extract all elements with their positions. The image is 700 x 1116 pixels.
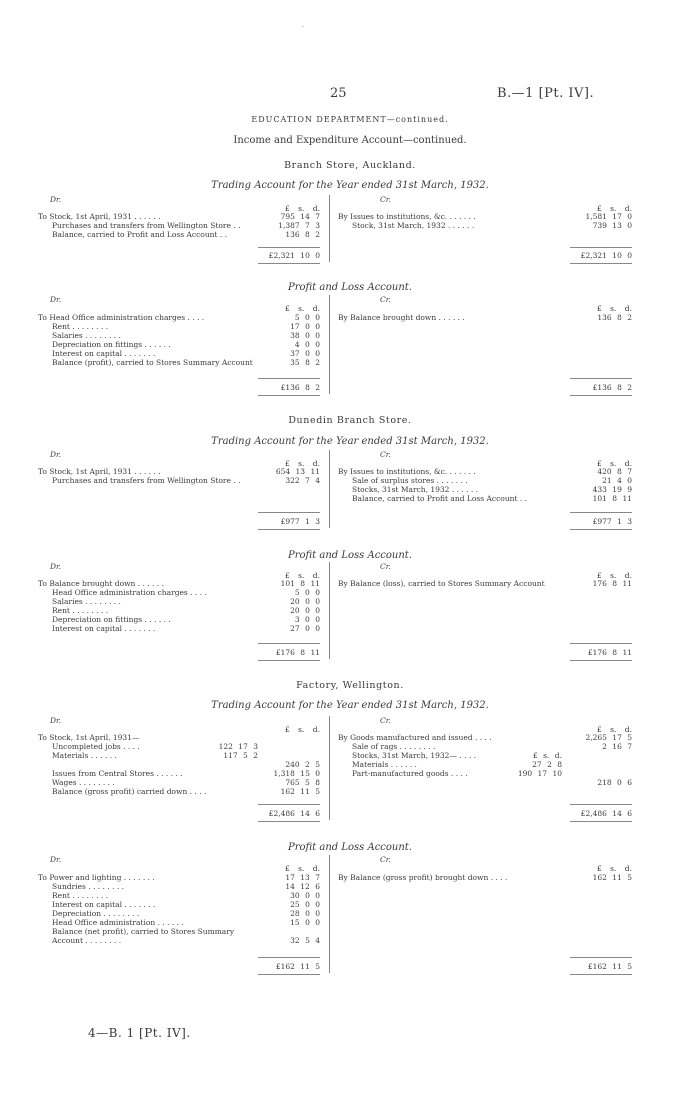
debit-entry-amount: 30 0 0	[290, 891, 320, 900]
credit-label: Cr.	[380, 195, 391, 204]
debit-label: Dr.	[50, 295, 62, 304]
debit-entry-label: Rent . . . . . . . .	[52, 607, 109, 615]
total-rule-right	[570, 804, 632, 805]
credit-label: Cr.	[380, 855, 391, 864]
total-rule-right	[570, 643, 632, 644]
debit-entry-amount: 15 0 0	[290, 918, 320, 927]
debit-entry-amount: 35 8 2	[290, 358, 320, 367]
debit-entry-label: To Stock, 1st April, 1931 . . . . . .	[38, 468, 161, 476]
credit-entry-amount: 21 4 0	[602, 476, 632, 485]
credit-label: Cr.	[380, 295, 391, 304]
debit-entry-amount: 20 0 0	[290, 597, 320, 606]
currency-units-right: £ s. d.	[597, 571, 632, 580]
debit-entry-label: Account . . . . . . . .	[52, 937, 122, 945]
section-title: Branch Store, Auckland.	[284, 160, 416, 171]
currency-units-right: £ s. d.	[597, 304, 632, 313]
account-subtitle: Trading Account for the Year ended 31st March, 1932.	[211, 700, 489, 711]
debit-entry-amount: 4 0 0	[294, 340, 320, 349]
total-rule-left	[258, 378, 320, 379]
debit-entry-label: To Balance brought down . . . . . .	[38, 580, 164, 588]
credit-label: Cr.	[380, 716, 391, 725]
credit-entry-amount: 420 8 7	[597, 467, 632, 476]
total-rule-right	[570, 378, 632, 379]
debit-entry-label: Materials . . . . . .	[52, 752, 117, 760]
debit-entry-label: Purchases and transfers from Wellington Store . .	[52, 477, 241, 485]
credit-entry-label: Stocks, 31st March, 1932 . . . . . .	[352, 486, 479, 494]
credit-entry-amount: 1,581 17 0	[585, 212, 632, 221]
section-title: Dunedin Branch Store.	[288, 415, 412, 426]
debit-entry-amount: 14 12 6	[285, 882, 320, 891]
double-rule-left	[258, 974, 320, 975]
debit-entry-amount: 3 0 0	[294, 615, 320, 624]
account-subtitle: Profit and Loss Account.	[287, 842, 412, 853]
debit-entry-amount: 5 0 0	[294, 313, 320, 322]
debit-entry-amount: 162 11 5	[280, 787, 320, 796]
debit-entry-label: Issues from Central Stores . . . . . .	[52, 770, 183, 778]
credit-entry-amount: 136 8 2	[597, 313, 632, 322]
debit-entry-amount: 37 0 0	[290, 349, 320, 358]
debit-entry-amount: 1,387 7 3	[278, 221, 320, 230]
document-reference: B.—1 [Pt. IV].	[497, 86, 595, 101]
currency-units-left: £ s. d.	[285, 864, 320, 873]
credit-label: Cr.	[380, 450, 391, 459]
debit-entry-label: To Stock, 1st April, 1931—	[38, 734, 140, 742]
total-rule-left	[258, 247, 320, 248]
total-rule-left	[258, 804, 320, 805]
double-rule-right	[570, 395, 632, 396]
debit-entry-amount: 322 7 4	[285, 476, 320, 485]
debit-entry-label: Interest on capital . . . . . . .	[52, 625, 156, 633]
debit-total: £136 8 2	[280, 383, 320, 392]
double-rule-left	[258, 821, 320, 822]
double-rule-right	[570, 660, 632, 661]
debit-entry-amount: 654 13 11	[275, 467, 320, 476]
debit-entry-label: Purchases and transfers from Wellington Store . .	[52, 222, 241, 230]
credit-entry-label: Materials . . . . . .	[352, 761, 417, 769]
debit-label: Dr.	[50, 716, 62, 725]
section-title: Factory, Wellington.	[296, 680, 404, 691]
double-rule-right	[570, 974, 632, 975]
debit-entry-amount: 101 8 11	[280, 579, 320, 588]
credit-total: £2,321 10 0	[580, 251, 632, 260]
credit-entry-amount: 176 8 11	[592, 579, 632, 588]
debit-label: Dr.	[50, 562, 62, 571]
column-divider	[329, 562, 330, 659]
debit-entry-label: Balance (gross profit) carried down . . . .	[52, 788, 207, 796]
account-subtitle: Trading Account for the Year ended 31st March, 1932.	[211, 436, 489, 447]
debit-label: Dr.	[50, 450, 62, 459]
debit-total: £2,321 10 0	[268, 251, 320, 260]
debit-entry-label: Balance (net profit), carried to Stores Summary	[52, 928, 235, 936]
debit-entry-subamount: 122 17 3	[218, 742, 258, 751]
double-rule-right	[570, 263, 632, 264]
credit-entry-label: By Issues to institutions, &c. . . . . . .	[338, 213, 476, 221]
debit-entry-label: Depreciation on fittings . . . . . .	[52, 341, 171, 349]
credit-total: £136 8 2	[592, 383, 632, 392]
credit-entry-label: Stocks, 31st March, 1932— . . . .	[352, 752, 477, 760]
total-rule-right	[570, 512, 632, 513]
debit-total: £162 11 5	[275, 962, 320, 971]
debit-entry-label: Sundries . . . . . . . .	[52, 883, 125, 891]
credit-entry-label: Part-manufactured goods . . . .	[352, 770, 468, 778]
currency-units-right: £ s. d.	[597, 864, 632, 873]
total-rule-left	[258, 643, 320, 644]
credit-total: £162 11 5	[587, 962, 632, 971]
currency-units-right: £ s. d.	[597, 725, 632, 734]
debit-entry-label: To Power and lighting . . . . . . .	[38, 874, 155, 882]
debit-entry-label: Rent . . . . . . . .	[52, 323, 109, 331]
debit-total: £176 8 11	[275, 648, 320, 657]
column-divider	[329, 450, 330, 528]
debit-entry-amount: 27 0 0	[290, 624, 320, 633]
total-rule-right	[570, 957, 632, 958]
total-rule-left	[258, 512, 320, 513]
credit-entry-amount: 162 11 5	[592, 873, 632, 882]
account-subtitle: Profit and Loss Account.	[287, 550, 412, 561]
currency-units-left: £ s. d.	[285, 725, 320, 734]
debit-total: £977 1 3	[280, 517, 320, 526]
debit-entry-label: Rent . . . . . . . .	[52, 892, 109, 900]
debit-entry-label: Head Office administration . . . . . .	[52, 919, 184, 927]
credit-entry-amount: 739 13 0	[592, 221, 632, 230]
column-divider	[329, 195, 330, 262]
double-rule-left	[258, 660, 320, 661]
debit-entry-amount: 795 14 7	[280, 212, 320, 221]
total-rule-right	[570, 247, 632, 248]
debit-entry-label: To Stock, 1st April, 1931 . . . . . .	[38, 213, 161, 221]
debit-entry-label: Salaries . . . . . . . .	[52, 332, 121, 340]
credit-entry-label: By Balance (gross profit) brought down . . . .	[338, 874, 508, 882]
column-divider	[329, 295, 330, 394]
credit-entry-label: Stock, 31st March, 1932 . . . . . .	[352, 222, 475, 230]
debit-entry-amount: 765 5 8	[285, 778, 320, 787]
account-heading: Income and Expenditure Account—continued.	[233, 135, 467, 146]
debit-entry-label: Uncompleted jobs . . . .	[52, 743, 140, 751]
debit-entry-label: Interest on capital . . . . . . .	[52, 350, 156, 358]
column-divider	[329, 855, 330, 973]
debit-entry-amount: 1,318 15 0	[273, 769, 320, 778]
account-subtitle: Profit and Loss Account.	[287, 282, 412, 293]
debit-entry-label: Salaries . . . . . . . .	[52, 598, 121, 606]
debit-entry-amount: 5 0 0	[294, 588, 320, 597]
credit-entry-amount: 101 8 11	[592, 494, 632, 503]
credit-entry-subamount: 190 17 10	[517, 769, 562, 778]
debit-entry-amount: 38 0 0	[290, 331, 320, 340]
double-rule-left	[258, 263, 320, 264]
debit-entry-label: To Head Office administration charges . . . .	[38, 314, 205, 322]
debit-entry-label: Interest on capital . . . . . . .	[52, 901, 156, 909]
credit-entry-label: Sale of surplus stores . . . . . . .	[352, 477, 468, 485]
debit-entry-amount: 240 2 5	[285, 760, 320, 769]
debit-label: Dr.	[50, 195, 62, 204]
credit-entry-label: By Balance (loss), carried to Stores Summary Account	[338, 580, 545, 588]
debit-entry-amount: 136 8 2	[285, 230, 320, 239]
credit-total: £2,486 14 6	[580, 809, 632, 818]
column-divider	[329, 716, 330, 820]
credit-entry-label: Balance, carried to Profit and Loss Account . .	[352, 495, 528, 503]
debit-entry-label: Balance (profit), carried to Stores Summary Account	[52, 359, 253, 367]
credit-total: £977 1 3	[592, 517, 632, 526]
debit-entry-label: Depreciation . . . . . . . .	[52, 910, 140, 918]
debit-entry-label: Balance, carried to Profit and Loss Account . .	[52, 231, 228, 239]
currency-units-right: £ s. d.	[597, 204, 632, 213]
currency-units-left: £ s. d.	[285, 459, 320, 468]
credit-entry-subamount: 27 2 8	[532, 760, 562, 769]
account-subtitle: Trading Account for the Year ended 31st March, 1932.	[211, 180, 489, 191]
double-rule-left	[258, 529, 320, 530]
credit-entry-amount: 2 16 7	[602, 742, 632, 751]
page-number: 25	[330, 86, 347, 101]
debit-entry-amount: 20 0 0	[290, 606, 320, 615]
department-heading: EDUCATION DEPARTMENT—continued.	[251, 115, 449, 124]
double-rule-right	[570, 529, 632, 530]
currency-units-right: £ s. d.	[597, 459, 632, 468]
currency-units-left: £ s. d.	[285, 304, 320, 313]
currency-units-left: £ s. d.	[285, 571, 320, 580]
debit-label: Dr.	[50, 855, 62, 864]
debit-entry-subamount: 117 5 2	[223, 751, 258, 760]
credit-label: Cr.	[380, 562, 391, 571]
currency-units-left: £ s. d.	[285, 204, 320, 213]
credit-entry-amount: 218 0 6	[597, 778, 632, 787]
debit-entry-label: Head Office administration charges . . . .	[52, 589, 207, 597]
credit-entry-label: Sale of rags . . . . . . . .	[352, 743, 436, 751]
debit-entry-label: Wages . . . . . . . .	[52, 779, 115, 787]
credit-entry-label: By Balance brought down . . . . . .	[338, 314, 465, 322]
debit-entry-amount: 32 5 4	[290, 936, 320, 945]
credit-entry-label: By Goods manufactured and issued . . . .	[338, 734, 492, 742]
double-rule-right	[570, 821, 632, 822]
debit-entry-amount: 28 0 0	[290, 909, 320, 918]
debit-entry-amount: 17 13 7	[285, 873, 320, 882]
credit-total: £176 8 11	[587, 648, 632, 657]
page-footer: 4—B. 1 [Pt. IV].	[88, 1026, 191, 1040]
total-rule-left	[258, 957, 320, 958]
double-rule-left	[258, 395, 320, 396]
debit-entry-label: Depreciation on fittings . . . . . .	[52, 616, 171, 624]
credit-entry-label: By Issues to institutions, &c. . . . . . .	[338, 468, 476, 476]
page-mark: ·	[302, 24, 304, 31]
debit-entry-amount: 25 0 0	[290, 900, 320, 909]
credit-entry-amount: 2,265 17 5	[585, 733, 632, 742]
debit-total: £2,486 14 6	[268, 809, 320, 818]
credit-entry-amount: 433 19 9	[592, 485, 632, 494]
credit-entry-subamount: £ s. d.	[533, 751, 562, 760]
debit-entry-amount: 17 0 0	[290, 322, 320, 331]
